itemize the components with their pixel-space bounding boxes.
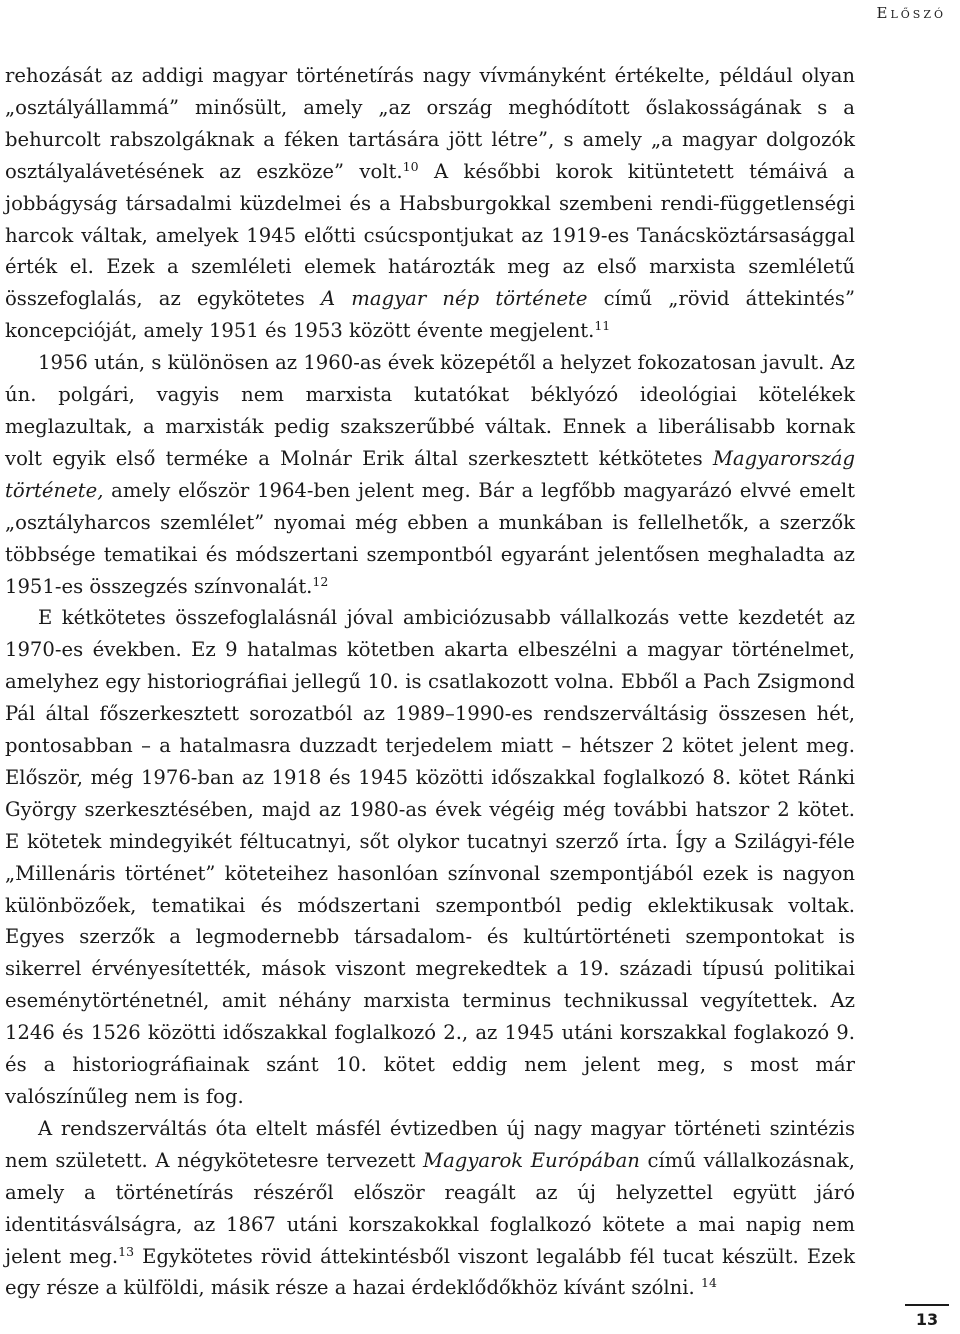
paragraph [5, 347, 855, 602]
text-run: című „rövid áttekintés” koncepcióját, amely 1951 és 1953 között évente megjelent. [5, 287, 855, 343]
footnote-marker: 14 [701, 1275, 717, 1291]
footnote-marker: 10 [402, 158, 419, 174]
page-number-rule [905, 1304, 949, 1306]
paragraph [5, 1113, 855, 1304]
text-run: 1956 után, s különösen az 1960-as évek közepétől a helyzet fokozatosan javult. Az ún. polgári, vagyis nem marxista kutatókat béklyózó ideológiai kötelékek meglazultak, a marxisták pedig szakszerűbbé váltak. Ennek a liberálisabb kornak volt egyik első terméke a Molnár Erik által szerkesztett kétkötetes [5, 351, 856, 470]
footnote-marker: 13 [118, 1243, 135, 1259]
italic-title: A magyar nép története [320, 287, 588, 311]
text-run: A rendszerváltás óta eltelt másfél évtizedben új nagy magyar történeti szintézis nem született. A négykötetesre tervezett [5, 1116, 855, 1172]
text-run: Egykötetes rövid áttekintésből viszont legalább fél tucat készült. Ezek egy része a külföldi, másik része a hazai érdeklődőkhöz kívánt szólni. [5, 1244, 856, 1300]
running-header: Előszó [876, 4, 946, 22]
text-run: rehozását az addigi magyar történetírás nagy vívmányként értékelte, például olyan „osztályállammá” minősült, amely „az ország meghódított őslakosságának s a behurcolt rabszolgáknak a féken tartására jött létre”, s amely „a magyar dolgozók osztályalávetésének az eszköze” volt. [5, 64, 855, 183]
italic-title: Magyarország története, [5, 446, 855, 502]
footnote-marker: 11 [594, 318, 611, 334]
text-run: A későbbi korok kitüntetett témáivá a jobbágyság társadalmi küzdelmei és a Habsburgokkal szembeni rendi-függetlenségi harcok váltak, amelyek 1945 előtti csúcspontjukat az 1919-es Tanácsköztársasággal érték el. Ezek a szemléleti elemek határozták meg az első marxista szemléletű összefoglalás, az egykötetes [5, 159, 855, 311]
text-run: E kétkötetes összefoglalásnál jóval ambiciózusabb vállalkozás vette kezdetét az 1970-es években. Ez 9 hatalmas kötetben akarta elbeszélni a magyar történelmet, amelyhez egy historiográfiai jellegű 10. is csatlakozott volna. Ebből a Pach Zsigmond Pál által főszerkesztett sorozatból az 1989–1990-es rendszerváltásig összesen hét, pontosabban – a hatalmasra duzzadt terjedelem miatt – hétszer 2 kötet jelent meg. Először, még 1976-ban az 1918 és 1945 közötti időszakkal foglalkozó 8. kötet Ránki György szerkesztésében, majd az 1980-as évek végéig még további hatszor 2 kötet. E kötetek mindegyikét féltucatnyi, sőt olykor tucatnyi szerző írta. Így a Szilágyi-féle „Millenáris történet” köteteihez hasonlóan színvonal szempontjából ezek is nagyon különbözőek, tematikai és módszertani szempontból pedig eklektikusak voltak. Egyes szerzők a legmodernebb társadalom- és kultúrtörténeti szempontokat is sikerrel érvényesítették, mások viszont megrekedtek a 19. századi típusú politikai eseménytörténetnél, amit néhány marxista terminus technikussal vegyítettek. Az 1246 és 1526 közötti időszakkal foglalkozó 2., az 1945 utáni korszakkal foglakozó 9. és a historiográfiainak szánt 10. kötet eddig nem jelent meg, s most már valószínűleg nem is fog. [5, 606, 855, 1108]
text-run: című vállalkozásnak, amely a történetírás részéről először reagált az új helyzettel együtt járó identitásválságra, az 1867 utáni korszakokkal foglalkozó kötete a mai napig nem jelent meg. [5, 1148, 855, 1268]
body-text [5, 60, 855, 1304]
footnote-marker: 12 [312, 573, 329, 589]
page-number: 13 [915, 1310, 939, 1329]
paragraph [5, 602, 855, 1113]
italic-title: Magyarok Európában [423, 1148, 640, 1172]
paragraph [5, 60, 855, 347]
text-run: amely először 1964-ben jelent meg. Bár a legfőbb magyarázó elvvé emelt „osztályharcos szemlélet” nyomai még ebben a munkában is fellelhetők, a szerzők többsége tematikai és módszertani szempontból egyaránt jelentősen meghaladta az 1951-es összegzés színvonalát. [5, 478, 855, 598]
